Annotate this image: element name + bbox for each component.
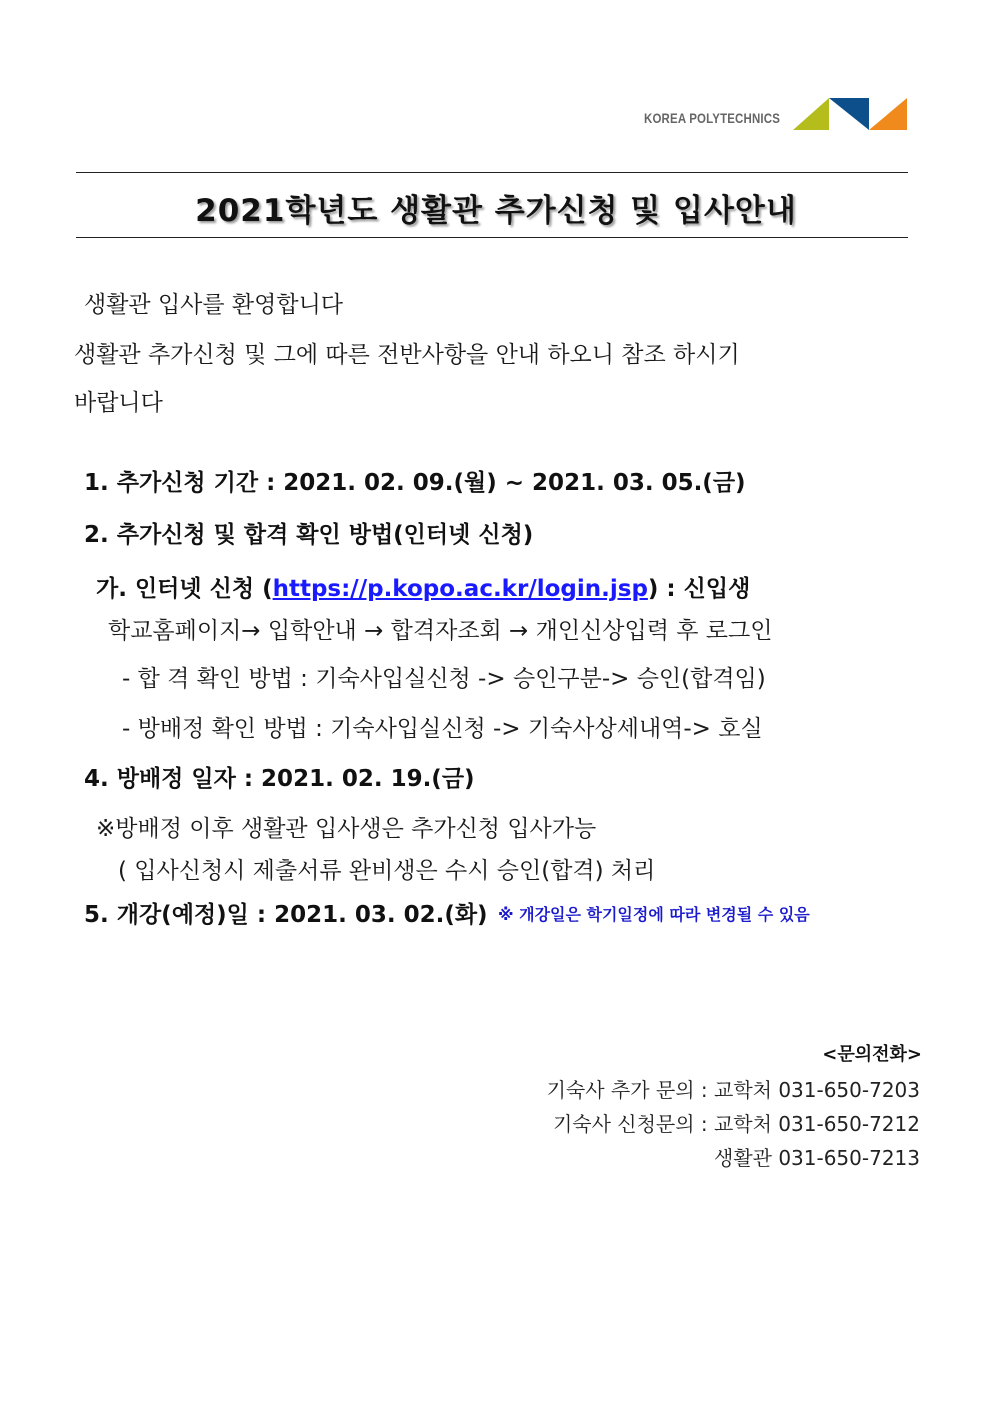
brand-name: KOREA POLYTECHNICS — [644, 110, 781, 126]
polytechnics-logo-icon — [793, 98, 907, 130]
login-link[interactable]: https://p.kopo.ac.kr/login.jsp — [272, 576, 648, 602]
title-bottom-rule — [76, 237, 908, 238]
section-2a-online — [96, 570, 750, 603]
section-4-note-1: ※방배정 이후 생활관 입사생은 추가신청 입사가능 — [96, 816, 597, 842]
section-4-note-2: ( 입사신청시 제출서류 완비생은 수시 승인(합격) 처리 — [118, 858, 656, 884]
section-4-room-date: 4. 방배정 일자 : 2021. 02. 19.(금) — [84, 766, 475, 792]
logo-navy-shape — [829, 98, 869, 130]
section-2a-path: 학교홈페이지→ 입학안내 → 합격자조회 → 개인신상입력 후 로그인 — [108, 618, 773, 644]
contact-title: <문의전화> — [822, 1044, 922, 1065]
contact-line-2: 기숙사 신청문의 : 교학처 031-650-7212 — [552, 1112, 920, 1136]
intro-line-2: 생활관 추가신청 및 그에 따른 전반사항을 안내 하오니 참조 하시기 — [74, 342, 740, 368]
section-2-method: 2. 추가신청 및 합격 확인 방법(인터넷 신청) — [84, 522, 534, 548]
logo-orange-shape — [869, 98, 907, 130]
section-2a-prefix: 가. 인터넷 신청 ( — [96, 576, 273, 602]
section-2a-check-room: - 방배정 확인 방법 : 기숙사입실신청 -> 기숙사상세내역-> 호실 — [122, 716, 763, 742]
intro-line-3: 바랍니다 — [74, 390, 163, 416]
contact-line-3: 생활관 031-650-7213 — [714, 1146, 920, 1170]
section-5-semester-start: 5. 개강(예정)일 : 2021. 03. 02.(화) — [84, 902, 488, 928]
logo-olive-shape — [793, 98, 829, 130]
intro-line-1: 생활관 입사를 환영합니다 — [84, 292, 344, 318]
contact-line-1: 기숙사 추가 문의 : 교학처 031-650-7203 — [546, 1078, 920, 1102]
section-2a-suffix: ) : 신입생 — [647, 576, 751, 602]
section-2a-check-pass: - 합 격 확인 방법 : 기숙사입실신청 -> 승인구분-> 승인(합격임) — [122, 666, 766, 692]
section-1-period: 1. 추가신청 기간 : 2021. 02. 09.(월) ~ 2021. 03. 05.(금) — [84, 470, 746, 496]
section-5-note: ※ 개강일은 학기일정에 따라 변경될 수 있음 — [498, 905, 810, 924]
title-top-rule — [76, 172, 908, 173]
page-title: 2021학년도 생활관 추가신청 및 입사안내 — [195, 193, 797, 229]
